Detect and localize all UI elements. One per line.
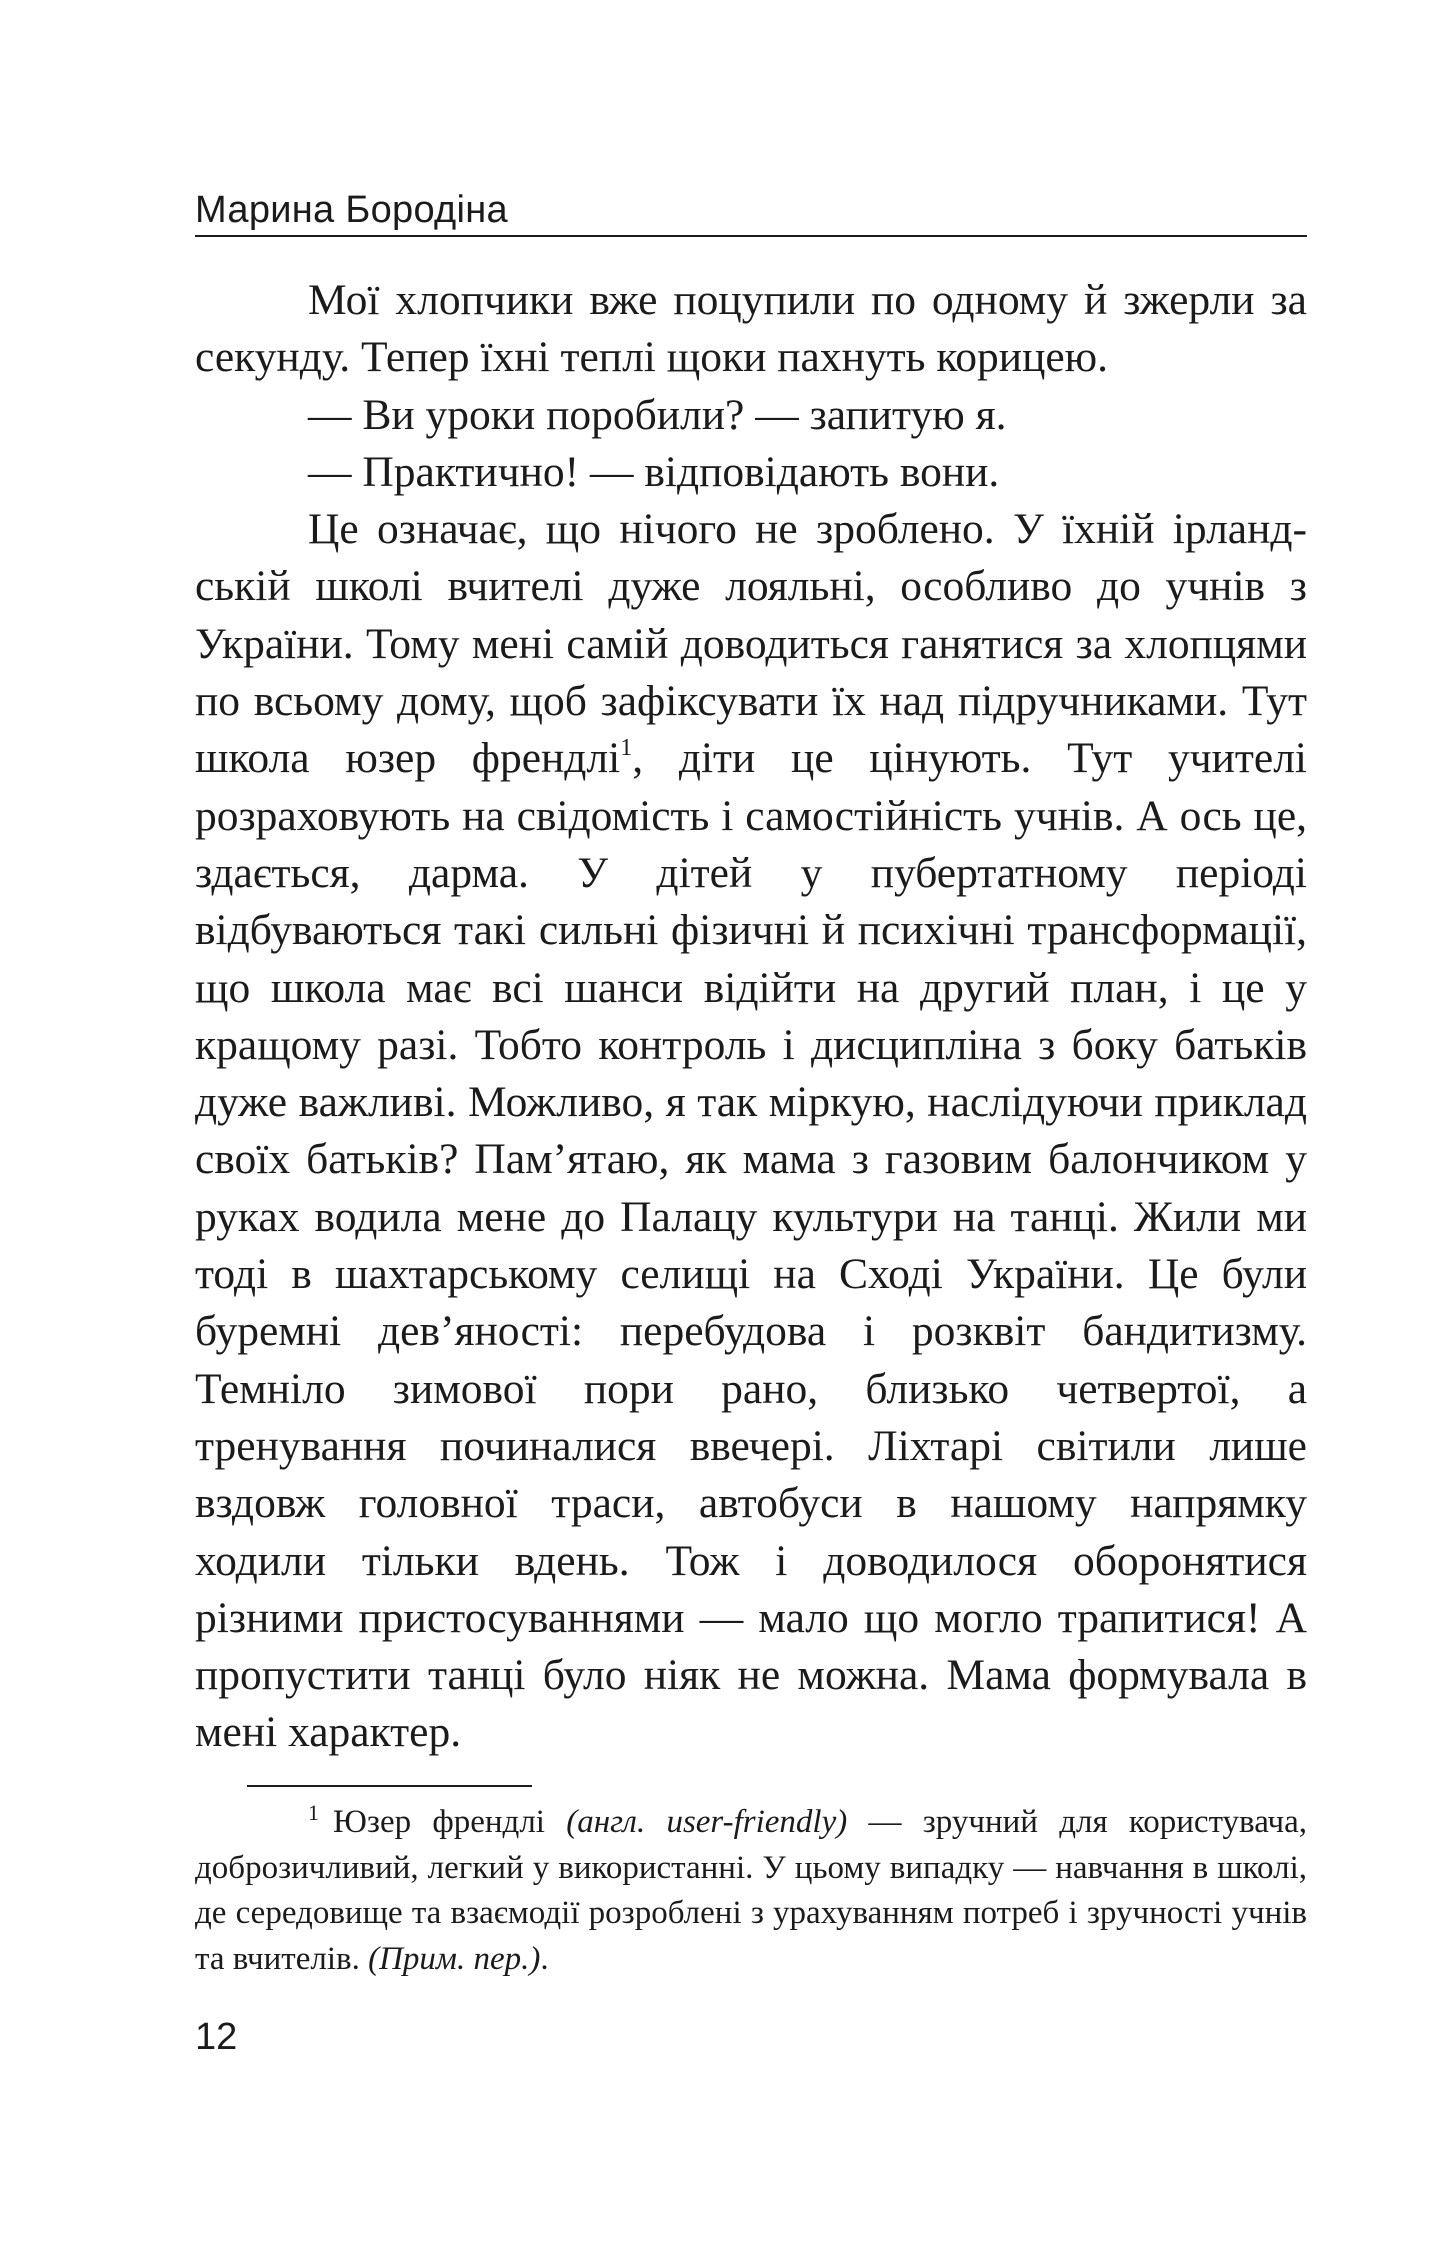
running-head-author: Марина Бородіна bbox=[195, 189, 508, 231]
footnote-rule bbox=[247, 1785, 532, 1787]
footnote-end: . bbox=[540, 1940, 549, 1977]
footnote-translator-note: (Прим. пер.) bbox=[368, 1940, 541, 1977]
footnote-gloss: (англ. user-friendly) bbox=[566, 1804, 848, 1840]
paragraph-text: Це означає, що нічого не зроблено. У їхній ірландській школі вчителі дуже лояльні, особливо до учнів з України. Тому мені самій доводиться ганятися за хлопцями по всьому дому, щоб зафіксувати їх над підручниками. Тут школа юзер френдлі bbox=[195, 505, 1307, 783]
footnote-term: Юзер френдлі bbox=[333, 1804, 567, 1840]
page-number: 12 bbox=[195, 2016, 238, 2058]
paragraph bbox=[195, 501, 1307, 1762]
dialogue-line: — Ви уроки поробили? — запитую я. bbox=[308, 390, 1007, 439]
main-text bbox=[195, 272, 1307, 1762]
paragraph-text: , діти це цінують. Тут учителі розраховують на свідомість і самостійність учнів. А ось це, здається, дарма. У дітей у пубертатному періоді відбуваються такі сильні фізичні й психічні трансформації, що школа має всі шанси відійти на другий план, і це у кращому разі. Тобто контроль і дисципліна з боку батьків дуже важливі. Можливо, я так міркую, наслідуючи приклад своїх батьків? Пам’ятаю, як мама з газовим балончиком у руках водила мене до Палацу культури на танці. Жили ми тоді в шахтарському селищі на Сході України. Це були буремні дев’яності: перебудова і розквіт бандитизму. Темніло зимової пори рано, близько четвертої, а тренування починалися ввечері. Ліхтарі світили лише вздовж головної траси, автобуси в нашому напрямку ходили тільки вдень. Тож і доводилося оборонятися різними пристосуваннями — мало що могло трапитися! А пропустити танці було ніяк не можна. Мама формувала в мені характер. bbox=[195, 734, 1307, 1757]
paragraph: Мої хлопчики вже поцупили по одному й зжерли за секунду. Тепер їхні теплі щоки пахнуть корицею. bbox=[195, 276, 1307, 382]
footnote-mark: 1 bbox=[308, 1800, 319, 1825]
dialogue-line: — Практично! — відповідають вони. bbox=[308, 447, 1000, 496]
footnote bbox=[195, 1800, 1307, 1982]
footnote-text: — зручний для користувача, доброзичливий, легкий у використанні. У цьому випадку — навчання в школі, де середовище та взаємодії розроблені з урахуванням потреб і зручності учнів та вчителів. bbox=[195, 1804, 1308, 1977]
header-rule bbox=[195, 235, 1307, 237]
footnote-reference: 1 bbox=[620, 735, 633, 762]
